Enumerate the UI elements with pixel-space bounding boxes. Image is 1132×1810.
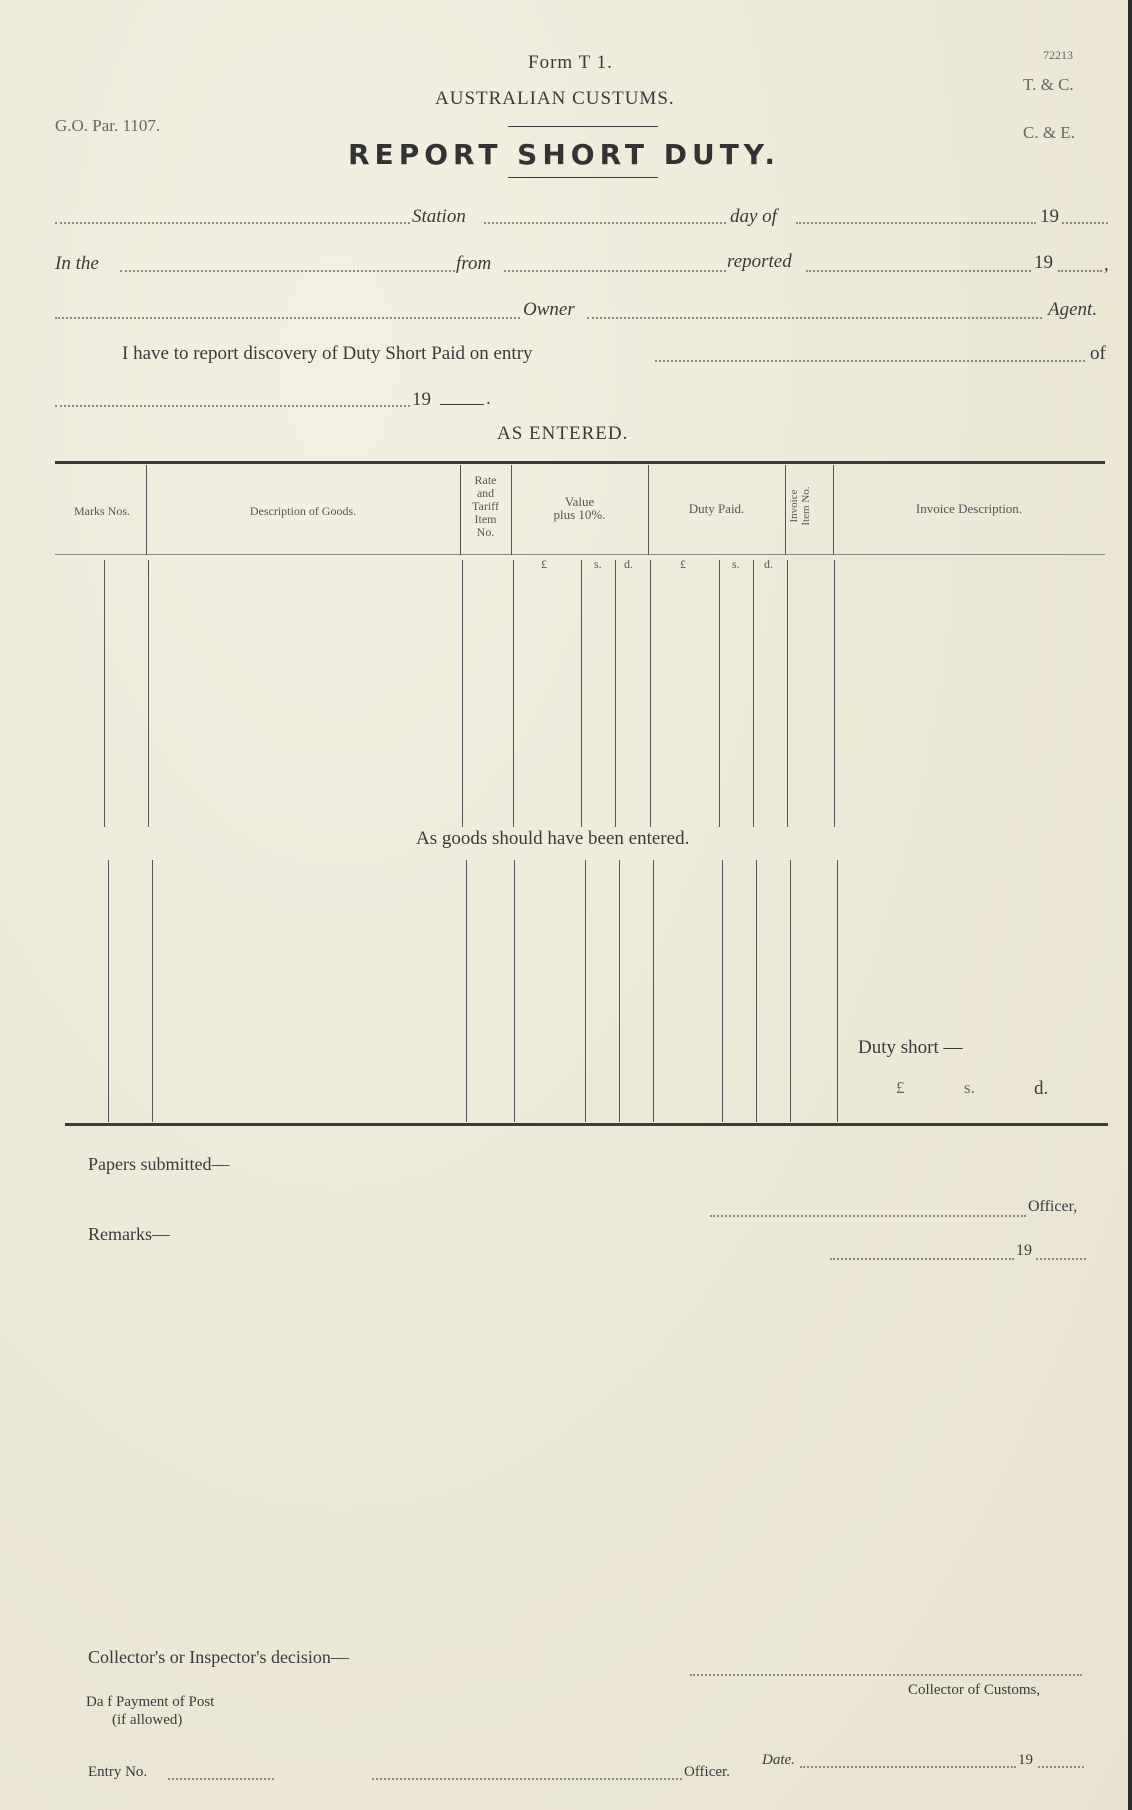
col-invoice-line: Item No. (800, 486, 812, 526)
duty-pence: d. (764, 557, 773, 571)
if-allowed-label: (if allowed) (112, 1712, 183, 1728)
go-paragraph: G.O. Par. 1107. (55, 116, 161, 135)
year-label-5: 19 (1018, 1752, 1033, 1768)
body-column-line (585, 860, 586, 1122)
table-top-rule (55, 461, 1105, 464)
officer2-signature-blank[interactable] (372, 1778, 682, 1780)
year-label-2: 19 (1034, 252, 1053, 273)
report-text: I have to report discovery of Duty Short Paid on entry (122, 343, 533, 364)
year-label-1: 19 (1040, 206, 1059, 227)
remarks-label: Remarks— (88, 1224, 170, 1244)
duty-short-pounds: £ (896, 1078, 905, 1097)
collector-label: Collector of Customs, (908, 1682, 1041, 1698)
officer2-label: Officer. (684, 1764, 730, 1780)
owner-label: Owner (523, 299, 575, 320)
col-rate-tariff (460, 474, 511, 539)
duty-short-shillings: s. (964, 1078, 975, 1097)
station-label: Station (412, 206, 466, 227)
year-blank-5[interactable] (1038, 1766, 1084, 1768)
col-marks-nos: Marks Nos. (74, 504, 130, 518)
in-the-label: In the (55, 253, 99, 274)
reported-label: reported (727, 251, 792, 272)
year-label-3: 19 (412, 389, 431, 410)
body-column-line (653, 860, 654, 1122)
body-column-line (104, 560, 105, 827)
col-value (511, 495, 648, 521)
papers-submitted-label: Papers submitted— (88, 1154, 230, 1174)
body-column-line (514, 860, 515, 1122)
agent-label: Agent. (1048, 299, 1098, 320)
duty-short-label: Duty short — (858, 1037, 963, 1058)
station-blank[interactable] (55, 222, 410, 224)
year-blank-3[interactable] (440, 404, 484, 405)
col-rate-line: Item (474, 512, 497, 526)
officer-date-blank[interactable] (830, 1258, 1014, 1260)
col-description: Description of Goods. (249, 504, 357, 518)
comma-mark: , (1104, 254, 1109, 275)
body-column-line (462, 560, 463, 827)
col-invoice-description: Invoice Description. (915, 501, 1023, 516)
decision-label: Collector's or Inspector's decision— (88, 1647, 349, 1667)
body-column-line (756, 860, 757, 1122)
body-column-line (650, 560, 651, 827)
col-invoice-item (786, 470, 833, 550)
month-blank[interactable] (796, 222, 1036, 224)
body-column-line (722, 860, 723, 1122)
table-bottom-rule (65, 1123, 1108, 1126)
from-label: from (456, 253, 492, 274)
col-rate-line: No. (476, 525, 495, 539)
date-blank[interactable] (55, 405, 410, 407)
day-blank[interactable] (484, 222, 726, 224)
payment-date-label: Da f Payment of Post (86, 1694, 215, 1710)
col-rate-line: Tariff (472, 499, 499, 513)
col-rate-line: and (476, 486, 495, 500)
body-column-line (108, 860, 109, 1122)
body-column-line (753, 560, 754, 827)
as-entered-heading: AS ENTERED. (497, 423, 629, 444)
body-column-line (790, 860, 791, 1122)
value-pounds: £ (541, 557, 547, 571)
body-column-line (619, 860, 620, 1122)
value-shillings: s. (594, 557, 602, 571)
collector-date-blank[interactable] (800, 1766, 1016, 1768)
officer-label: Officer, (1028, 1198, 1078, 1215)
title-rule-bottom (508, 177, 658, 178)
of-label: of (1090, 343, 1106, 364)
reported-blank[interactable] (806, 270, 1031, 272)
period-mark: . (486, 388, 491, 409)
body-column-line (787, 560, 788, 827)
code-ce: C. & E. (1023, 123, 1075, 142)
form-number: Form T 1. (528, 52, 613, 73)
duty-pounds: £ (680, 557, 686, 571)
code-tc: T. & C. (1023, 75, 1074, 94)
col-duty-paid: Duty Paid. (688, 501, 745, 516)
day-of-label: day of (730, 206, 777, 227)
body-column-line (513, 560, 514, 827)
entry-no-label: Entry No. (88, 1764, 148, 1780)
col-value-line: Value (564, 494, 595, 509)
col-invoice-line: Invoice (788, 489, 800, 523)
body-column-line (719, 560, 720, 827)
duty-short-pence: d. (1034, 1078, 1049, 1099)
stock-number: 72213 (1043, 48, 1073, 62)
title-rule-top (508, 126, 658, 127)
table-header-rule (55, 554, 1105, 555)
department-name: AUSTRALIAN CUSTUMS. (435, 88, 675, 109)
should-have-been-entered-heading: As goods should have been entered. (416, 828, 690, 849)
col-value-line: plus 10%. (553, 507, 606, 522)
collector-signature-blank[interactable] (690, 1674, 1082, 1676)
year-label-4: 19 (1016, 1242, 1032, 1259)
body-column-line (148, 560, 149, 827)
body-column-line (837, 860, 838, 1122)
year-blank-2[interactable] (1058, 270, 1102, 272)
entry-no-blank[interactable] (168, 1778, 274, 1780)
body-column-line (581, 560, 582, 827)
year-blank-4[interactable] (1036, 1258, 1086, 1260)
owner-blank[interactable] (55, 317, 520, 319)
value-pence: d. (624, 557, 633, 571)
agent-blank[interactable] (587, 317, 1042, 319)
col-rate-line: Rate (474, 473, 497, 487)
vessel-blank[interactable] (120, 270, 455, 272)
from-blank[interactable] (504, 270, 726, 272)
body-column-line (615, 560, 616, 827)
entry-blank[interactable] (655, 360, 1085, 362)
body-column-line (152, 860, 153, 1122)
officer-signature-blank[interactable] (710, 1215, 1026, 1217)
date-label: Date. (762, 1752, 795, 1768)
form-title: REPORT SHORT DUTY. (348, 138, 781, 171)
col-invoice-item-label (788, 476, 812, 536)
body-column-line (466, 860, 467, 1122)
year-blank-1[interactable] (1062, 222, 1108, 224)
body-column-line (834, 560, 835, 827)
duty-shillings: s. (732, 557, 740, 571)
